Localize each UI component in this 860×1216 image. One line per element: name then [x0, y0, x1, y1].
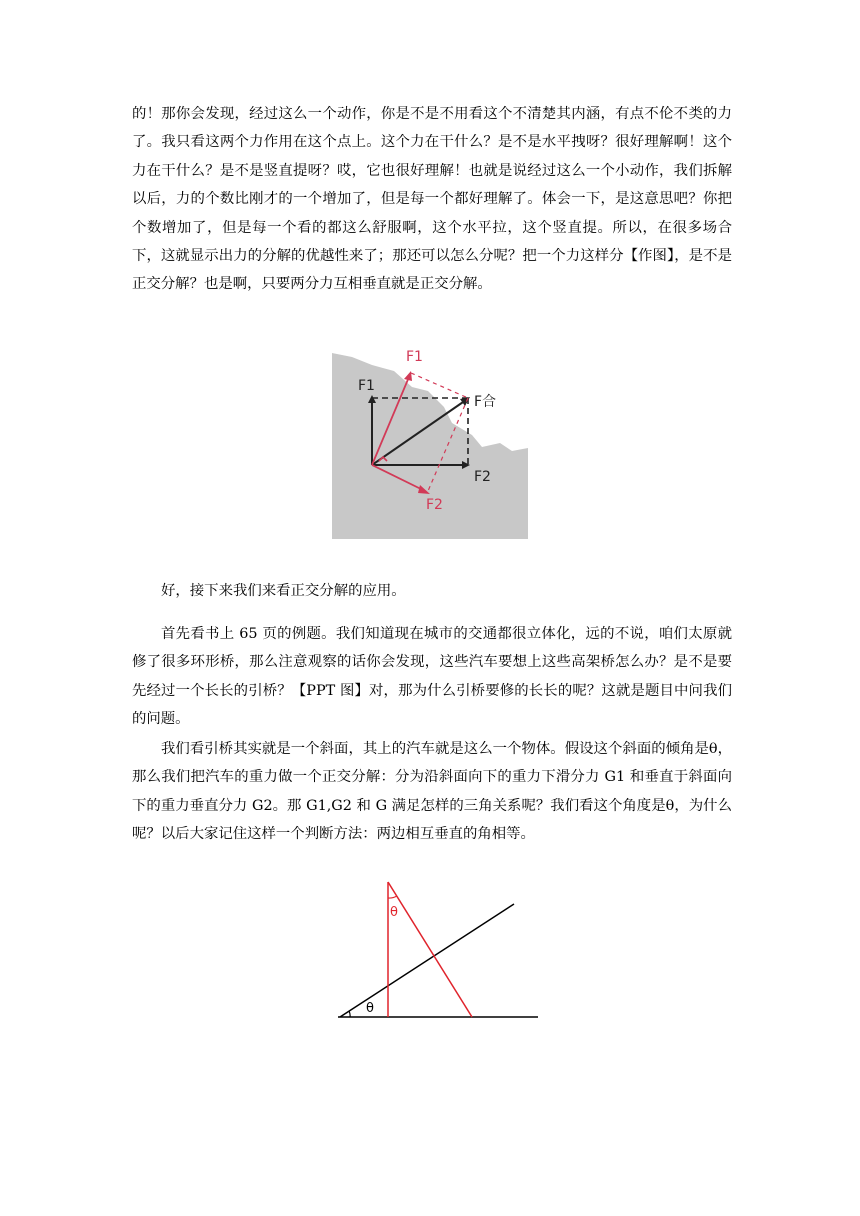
paragraph-4: 我们看引桥其实就是一个斜面，其上的汽车就是这么一个物体。假设这个斜面的倾角是θ，那么我们把汽车的重力做一个正交分解：分为沿斜面向下的重力下滑分力 G1 和垂直于斜面向下的重力垂直分力 G2。那 G1,G2 和 G 满足怎样的三角关系呢？我们看这个角度是θ，为什么呢？以后大家记住这样一个判断方法：两边相互垂直的角相等。: [132, 741, 732, 843]
incline-diagram: [336, 878, 540, 1024]
incline-svg: [336, 878, 540, 1024]
label-f2: F2: [474, 469, 491, 485]
paragraph-1: 的！那你会发现，经过这么一个动作，你是不是不用看这个不清楚其内涵，有点不伦不类的力了。我只看这两个力作用在这个点上。这个力在干什么？是不是水平拽呀？很好理解啊！这个力在干什么？是不是竖直提呀？哎，它也很好理解！也就是说经过这么一个小动作，我们拆解以后，力的个数比刚才的一个增加了，但是每一个都好理解了。体会一下，是这意思吧？你把个数增加了，但是每一个看的都这么舒服啊，这个水平拉，这个竖直提。所以，在很多场合下，这就显示出力的分解的优越性来了；那还可以怎么分呢？把一个力这样分【作图】，是不是正交分解？也是啊，只要两分力互相垂直就是正交分解。: [132, 106, 732, 293]
label-f-total: F合: [474, 394, 497, 410]
theta-bottom-label: θ: [366, 1001, 374, 1016]
paragraph-2: 好，接下来我们来看正交分解的应用。: [161, 583, 406, 599]
label-f1-prime: F1: [406, 349, 423, 365]
normal-line: [388, 882, 472, 1017]
force-decomposition-photo: [332, 343, 528, 539]
paragraph-3: 首先看书上 65 页的例题。我们知道现在城市的交通都很立体化，远的不说，咱们太原就修了很多环形桥，那么注意观察的话你会发现，这些汽车要想上这些高架桥怎么办？是不是要先经过一个长长的引桥？【PPT 图】对，那为什么引桥要修的长长的呢？这就是题目中问我们的问题。: [132, 626, 732, 728]
label-f1: F1: [358, 378, 375, 394]
label-f2-prime: F2: [426, 497, 443, 513]
force-decomposition-svg: [332, 343, 528, 539]
angle-arc-bottom: [349, 1011, 350, 1017]
angle-arc-top: [388, 896, 397, 898]
theta-top-label: θ: [390, 905, 398, 920]
